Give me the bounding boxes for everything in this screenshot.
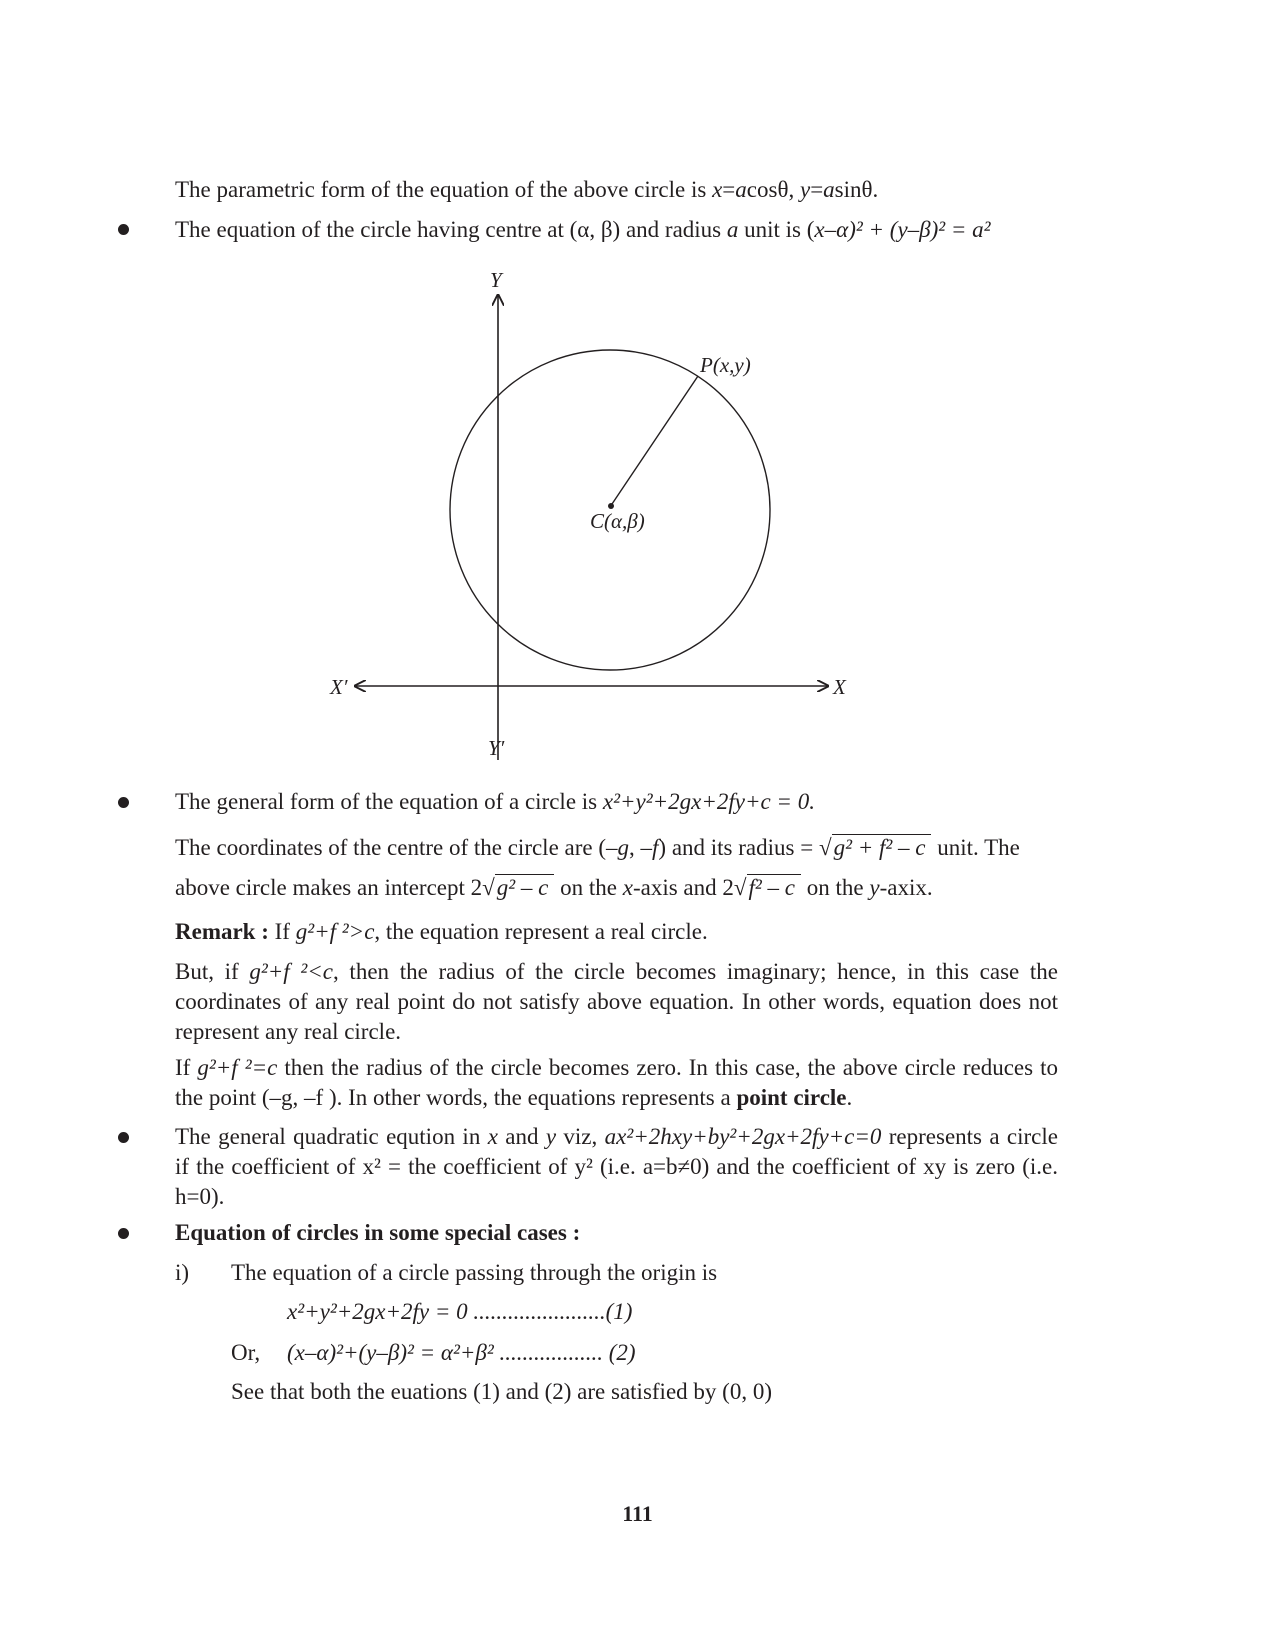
page-number: 111 — [622, 1501, 653, 1526]
equation-2: (x–α)²+(y–β)² = α²+β² .................. (2) — [287, 1340, 636, 1365]
origin-note: See that both the euations (1) and (2) are satisfied by (0, 0) — [231, 1379, 772, 1404]
x-axis-label: X — [833, 675, 846, 699]
circle-diagram — [0, 260, 1275, 780]
x-prime-label: X′ — [330, 675, 348, 699]
case-number: i) — [175, 1260, 190, 1285]
imaginary-radius-paragraph: But, if g²+f ²<c, then the radius of the circle becomes imaginary; hence, in this case the coordinates of any real point do not satisfy above equation. In other words, equation does not represent any real circle. — [175, 959, 1058, 1044]
intercept-line: above circle makes an intercept 2√g² – c on the x-axis and 2√f² – c on the y-axix. — [175, 873, 933, 903]
equation-1: x²+y²+2gx+2fy = 0 .......................(1) — [287, 1299, 633, 1324]
parametric-form-line: The parametric form of the equation of the above circle is x=acosθ, y=asinθ. — [175, 177, 879, 202]
remark-line: Remark : If g²+f ²>c, the equation represent a real circle. — [175, 919, 708, 944]
or-label: Or, — [231, 1340, 261, 1365]
y-axis-label: Y — [490, 268, 502, 292]
case-text: The equation of a circle passing through the origin is — [231, 1260, 718, 1285]
centre-c-label: C(α,β) — [590, 509, 645, 533]
x-intercept-sqrt: √g² – c — [482, 873, 554, 903]
radius-sqrt: √g² + f² – c — [819, 833, 932, 863]
special-cases-heading: Equation of circles in some special cases : — [175, 1220, 581, 1245]
bullet-point — [118, 797, 129, 808]
bullet-point — [118, 224, 129, 235]
general-form-line: The general form of the equation of a circle is x²+y²+2gx+2fy+c = 0. — [175, 789, 815, 814]
quadratic-condition-paragraph: The general quadratic eqution in x and y viz, ax²+2hxy+by²+2gx+2fy+c=0 represents a circle if the coefficient of x² = the coefficient of y² (i.e. a=b≠0) and the coefficient of xy is zero (i.e. h=0). — [175, 1124, 1058, 1209]
centre-radius-equation-line: The equation of the circle having centre at (α, β) and radius a unit is (x–α)² + (y–β)² = a² — [175, 217, 991, 242]
point-circle-paragraph: If g²+f ²=c then the radius of the circle becomes zero. In this case, the above circle reduces to the point (–g, –f ). In other words, the equations represents a point circle. — [175, 1055, 1058, 1110]
centre-radius-line: The coordinates of the centre of the circle are (–g, –f) and its radius = √g² + f² – c unit. The — [175, 833, 1020, 863]
radius-line — [610, 376, 698, 507]
point-p-label: P(x,y) — [700, 353, 751, 377]
bullet-point — [118, 1228, 129, 1239]
y-prime-label: Y′ — [488, 736, 505, 760]
bullet-point — [118, 1132, 129, 1143]
y-intercept-sqrt: √f² – c — [734, 873, 801, 903]
